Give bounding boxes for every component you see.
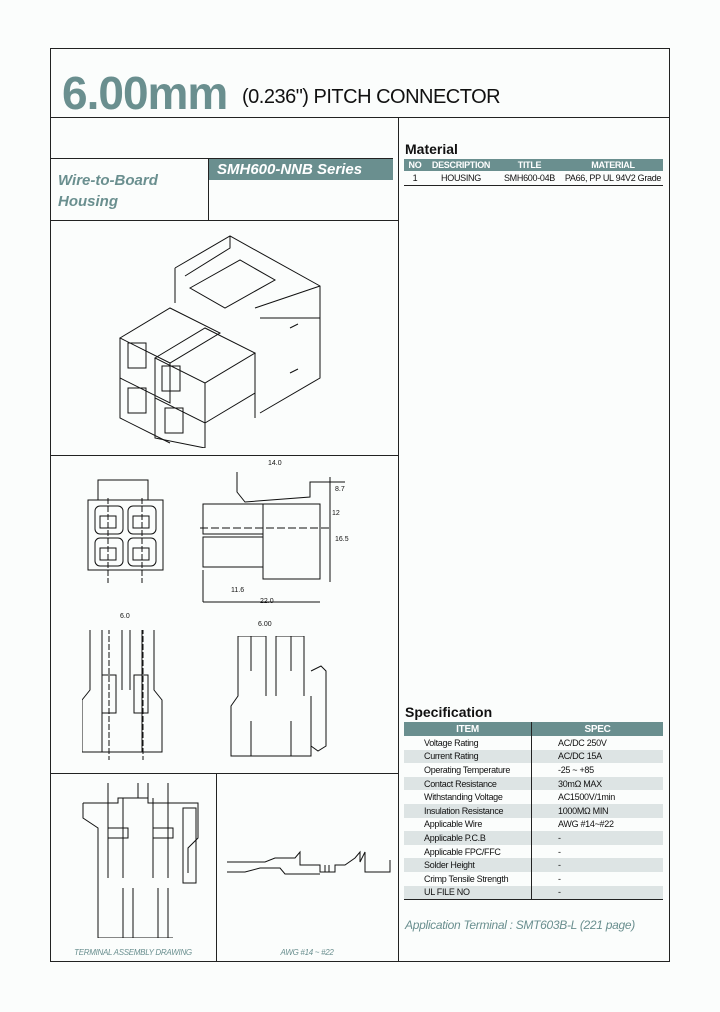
column-header: ITEM bbox=[404, 722, 532, 736]
spec-value: AWG #14~#22 bbox=[558, 819, 614, 830]
dim-label: 12 bbox=[332, 510, 340, 517]
table-row bbox=[404, 886, 663, 900]
table-header bbox=[404, 159, 663, 171]
table-row bbox=[404, 750, 663, 764]
cell: 1 bbox=[404, 171, 426, 185]
dim-label: 8.7 bbox=[335, 486, 345, 493]
dim-label: 16.5 bbox=[335, 536, 349, 543]
divider bbox=[50, 773, 398, 774]
material-title: Material bbox=[405, 141, 458, 157]
section-view-side bbox=[226, 636, 336, 761]
spec-value: 1000MΩ MIN bbox=[532, 804, 664, 818]
spec-item: Voltage Rating bbox=[404, 736, 532, 750]
spec-value: AC/DC 15A bbox=[532, 750, 664, 764]
table-row bbox=[404, 777, 663, 791]
cell: SMH600-04B bbox=[496, 171, 563, 185]
spec-item: UL FILE NO bbox=[404, 886, 532, 900]
table-row bbox=[404, 804, 663, 818]
spec-item: Solder Height bbox=[404, 858, 532, 872]
column-header: NO bbox=[404, 159, 426, 171]
application-terminal-note: Application Terminal : SMT603B-L (221 page) bbox=[405, 918, 635, 932]
category-line: Wire-to-Board bbox=[58, 172, 158, 189]
divider bbox=[50, 455, 398, 456]
specification-table bbox=[404, 722, 663, 900]
spec-value: - bbox=[558, 873, 561, 884]
terminal-drawing bbox=[225, 850, 395, 885]
spec-item: Applicable Wire bbox=[404, 818, 532, 832]
cell: HOUSING bbox=[426, 171, 496, 185]
specification-title: Specification bbox=[405, 704, 493, 720]
table-row bbox=[404, 845, 663, 859]
spec-value: -25 ~ +85 bbox=[558, 764, 594, 775]
table-row bbox=[404, 858, 663, 872]
table-row bbox=[404, 736, 663, 750]
table-row bbox=[404, 171, 663, 185]
spec-value: 30mΩ MAX bbox=[532, 777, 664, 791]
spec-item: Withstanding Voltage bbox=[404, 790, 532, 804]
spec-value: AC1500V/1min bbox=[558, 792, 615, 803]
spec-value: AC/DC 250V bbox=[558, 737, 607, 748]
dim-label: 6.0 bbox=[120, 613, 130, 620]
divider bbox=[216, 773, 217, 962]
cell: PA66, PP UL 94V2 Grade bbox=[563, 171, 663, 185]
table-row bbox=[404, 790, 663, 804]
spec-item: Applicable P.C.B bbox=[404, 831, 532, 845]
column-header: TITLE bbox=[496, 159, 563, 171]
divider bbox=[398, 117, 399, 962]
column-header: DESCRIPTION bbox=[426, 159, 496, 171]
spec-value: - bbox=[532, 886, 664, 900]
table-row bbox=[404, 763, 663, 777]
spec-item: Applicable FPC/FFC bbox=[404, 845, 532, 859]
spec-item: Crimp Tensile Strength bbox=[404, 872, 532, 886]
terminal-assembly-drawing bbox=[78, 778, 203, 938]
table-row bbox=[404, 818, 663, 832]
awg-caption: AWG #14 ~ #22 bbox=[280, 948, 334, 957]
dim-label: 6.00 bbox=[258, 621, 272, 628]
spec-item: Contact Resistance bbox=[404, 777, 532, 791]
dim-label: 14.0 bbox=[268, 460, 282, 467]
assembly-caption: TERMINAL ASSEMBLY DRAWING bbox=[74, 948, 192, 957]
series-banner: SMH600-NNB Series bbox=[209, 159, 393, 180]
divider bbox=[50, 220, 398, 221]
dim-label: 22.0 bbox=[260, 598, 274, 605]
table-row bbox=[404, 872, 663, 886]
pitch-subtitle: (0.236") PITCH CONNECTOR bbox=[242, 86, 501, 108]
spec-value: - bbox=[532, 858, 664, 872]
spec-item: Operating Temperature bbox=[404, 763, 532, 777]
column-header: MATERIAL bbox=[563, 159, 663, 171]
housing-3d-illustration bbox=[110, 228, 330, 448]
category-line: Housing bbox=[58, 193, 118, 210]
column-header: SPEC bbox=[532, 722, 664, 736]
table-header bbox=[404, 722, 663, 736]
dim-label: 11.6 bbox=[231, 587, 245, 594]
spec-item: Current Rating bbox=[404, 750, 532, 764]
product-category bbox=[58, 170, 158, 212]
pitch-title: 6.00mm bbox=[62, 67, 228, 119]
table-row bbox=[404, 831, 663, 845]
material-table bbox=[404, 159, 663, 186]
spec-item: Insulation Resistance bbox=[404, 804, 532, 818]
spec-value: - bbox=[532, 831, 664, 845]
side-view-drawing bbox=[200, 462, 350, 612]
spec-value: - bbox=[558, 846, 561, 857]
section-view-front bbox=[82, 630, 172, 760]
front-view-drawing bbox=[80, 468, 190, 583]
